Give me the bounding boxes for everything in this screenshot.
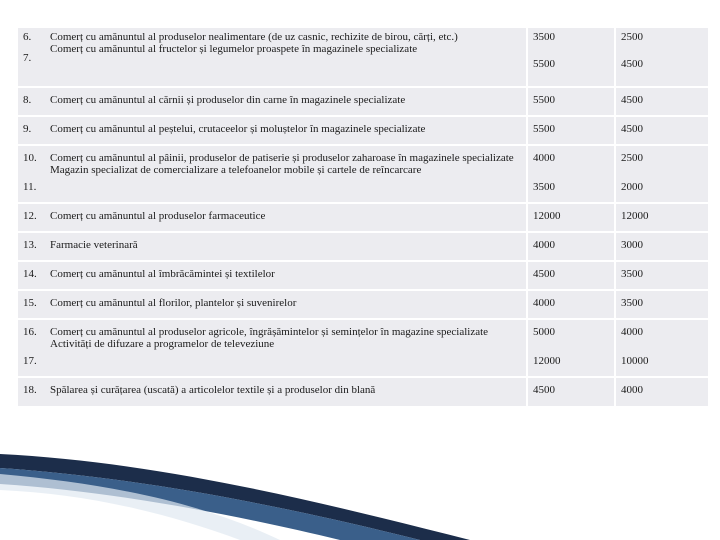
table-row	[18, 117, 708, 146]
fee-value: 4000	[621, 326, 643, 338]
activity-description: Comerț cu amănuntul al produselor farmaceutice	[50, 210, 266, 222]
table-row	[18, 378, 708, 408]
table-row	[18, 146, 708, 204]
table-row	[18, 291, 708, 320]
fee-value: 12000	[526, 204, 614, 231]
fee-value: 3000	[614, 233, 708, 260]
fee-value: 4000	[614, 378, 708, 406]
fee-value: 4000	[526, 233, 614, 260]
activity-description: Farmacie veterinară	[50, 239, 138, 251]
fee-value: 3500	[533, 31, 555, 43]
row-number: 7.	[23, 52, 32, 64]
fee-value: 10000	[621, 355, 649, 367]
row-number: 11.	[23, 181, 37, 193]
row-number: 8.	[23, 94, 32, 106]
fee-value: 4500	[614, 117, 708, 144]
row-number: 16.	[23, 326, 37, 338]
fee-value: 4500	[526, 378, 614, 406]
table-row	[18, 88, 708, 117]
fee-value: 4500	[526, 262, 614, 289]
table-row	[18, 233, 708, 262]
activity-description: Comerț cu amănuntul al florilor, plantelor și suvenirelor	[50, 297, 297, 309]
fee-value: 5500	[533, 58, 555, 70]
row-number: 17.	[23, 355, 37, 367]
fee-value: 3500	[614, 291, 708, 318]
fee-value: 4500	[621, 58, 643, 70]
fee-value: 2500	[621, 31, 643, 43]
activity-description: Comerț cu amănuntul al pâinii, produselor de patiserie și produselor zaharoase în magazinele specializate	[50, 152, 514, 164]
row-number: 9.	[23, 123, 32, 135]
activity-description: Comerț cu amănuntul al produselor nealimentare (de uz casnic, rechizite de birou, cărți, etc.)	[50, 31, 458, 43]
activity-description: Activități de difuzare a programelor de televeziune	[50, 338, 275, 350]
activity-description: Comerț cu amănuntul al produselor agricole, îngrășămintelor și semințelor în magazine specializate	[50, 326, 489, 338]
fee-value: 12000	[614, 204, 708, 231]
table-row	[18, 320, 708, 378]
fee-value: 4000	[526, 291, 614, 318]
fee-value: 3500	[614, 262, 708, 289]
decorative-swoosh	[0, 452, 720, 540]
row-number: 12.	[23, 210, 37, 222]
fee-value: 5500	[526, 117, 614, 144]
row-number: 14.	[23, 268, 37, 280]
activity-description: Comerț cu amănuntul al îmbrăcămintei și textilelor	[50, 268, 275, 280]
row-number: 18.	[23, 384, 37, 396]
activity-description: Comerț cu amănuntul al cărnii și produselor din carne în magazinele specializate	[50, 94, 406, 106]
fee-value: 2500	[621, 152, 643, 164]
activity-description: Comerț cu amănuntul al fructelor și legumelor proaspete în magazinele specializate	[50, 43, 418, 55]
fee-value: 3500	[533, 181, 555, 193]
activity-description: Comerț cu amănuntul al peștelui, crutaceelor și moluștelor în magazinele specializate	[50, 123, 426, 135]
activity-description: Magazin specializat de comercializare a telefoanelor mobile și cartele de reîncarcare	[50, 164, 422, 176]
table-row	[18, 262, 708, 291]
fees-table	[18, 28, 708, 408]
fee-value: 12000	[533, 355, 561, 367]
row-number: 13.	[23, 239, 37, 251]
fee-value: 4000	[533, 152, 555, 164]
fee-value: 2000	[621, 181, 643, 193]
table-row	[18, 204, 708, 233]
row-number: 10.	[23, 152, 37, 164]
activity-description: Spălarea și curățarea (uscată) a articolelor textile și a produselor din blană	[50, 384, 376, 396]
table-row	[18, 28, 708, 88]
row-number: 6.	[23, 31, 32, 43]
fee-value: 5500	[526, 88, 614, 115]
fee-value: 5000	[533, 326, 555, 338]
fee-value: 4500	[614, 88, 708, 115]
row-number: 15.	[23, 297, 37, 309]
